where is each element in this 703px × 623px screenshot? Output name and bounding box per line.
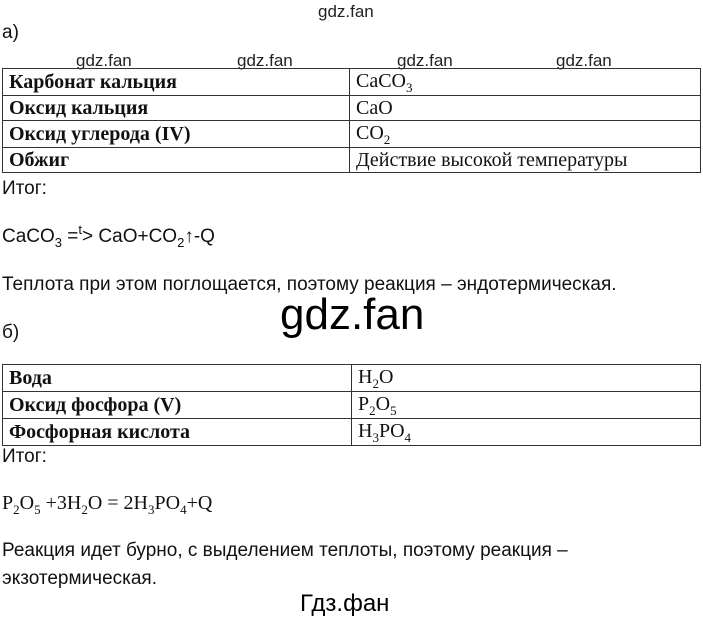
part-a-term-cell: Обжиг bbox=[3, 148, 350, 173]
part-a-row bbox=[3, 96, 701, 121]
part-b-term-cell: Фосфорная кислота bbox=[3, 419, 352, 446]
part-a-row bbox=[3, 148, 701, 173]
formula-text: +3H bbox=[40, 492, 82, 514]
watermark-row-4: gdz.fan bbox=[556, 51, 612, 70]
formula-text: Действие высокой температуры bbox=[356, 149, 628, 171]
part-b-result-label: Итог: bbox=[2, 446, 47, 467]
part-a-result-label: Итог: bbox=[2, 178, 47, 199]
formula-text: ↑-Q bbox=[184, 226, 215, 247]
subscript: 2 bbox=[13, 502, 20, 517]
part-b-term-cell: Вода bbox=[3, 365, 352, 392]
part-b-conclusion-line2: экзотермическая. bbox=[2, 568, 157, 589]
part-a-formula-cell bbox=[350, 148, 701, 173]
formula-text: = bbox=[62, 226, 79, 247]
part-a-term-cell: Оксид углерода (IV) bbox=[3, 121, 350, 148]
formula-text: PO bbox=[378, 420, 405, 442]
watermark-row-3: gdz.fan bbox=[397, 51, 453, 70]
subscript: 2 bbox=[369, 403, 376, 418]
part-a-term-cell: Карбонат кальция bbox=[3, 69, 350, 96]
part-b-row bbox=[3, 392, 701, 419]
subscript: 5 bbox=[34, 502, 41, 517]
part-b-term-cell: Оксид фосфора (V) bbox=[3, 392, 352, 419]
watermark-bottom: Гдз.фан bbox=[300, 590, 390, 617]
part-b-row bbox=[3, 419, 701, 446]
watermark-top: gdz.fan bbox=[318, 2, 374, 21]
formula-text: CaO bbox=[356, 97, 393, 119]
subscript: 4 bbox=[180, 502, 187, 517]
part-a-conclusion: Теплота при этом поглощается, поэтому реакция – эндотермическая. bbox=[2, 274, 617, 295]
formula-text: CO bbox=[356, 122, 384, 144]
formula-text: H bbox=[358, 366, 373, 388]
formula-text: P bbox=[2, 492, 14, 514]
part-b-conclusion-line1: Реакция идет бурно, с выделением теплоты, поэтому реакция – bbox=[2, 540, 568, 561]
formula-text: O bbox=[378, 366, 394, 388]
part-a-formula-cell bbox=[350, 69, 701, 96]
part-a-equation bbox=[2, 222, 215, 250]
part-a-row bbox=[3, 121, 701, 148]
part-b-label: б) bbox=[2, 322, 20, 343]
part-b-row bbox=[3, 365, 701, 392]
subscript: 3 bbox=[372, 430, 379, 445]
subscript: 3 bbox=[147, 502, 155, 517]
subscript: 2 bbox=[177, 235, 185, 250]
formula-text: O bbox=[19, 492, 35, 514]
subscript: 4 bbox=[404, 430, 412, 445]
part-a-label: а) bbox=[2, 22, 19, 43]
watermark-row-1: gdz.fan bbox=[76, 51, 132, 70]
formula-text: PO bbox=[154, 492, 181, 514]
part-b-equation bbox=[2, 492, 212, 515]
watermark-row-2: gdz.fan bbox=[237, 51, 293, 70]
superscript: t bbox=[78, 222, 83, 237]
subscript: 3 bbox=[54, 235, 63, 250]
subscript: 5 bbox=[390, 403, 397, 418]
formula-text: H bbox=[358, 420, 373, 442]
part-a-formula-cell bbox=[350, 96, 701, 121]
formula-text: CaCO bbox=[2, 226, 55, 247]
part-a-term-cell: Оксид кальция bbox=[3, 96, 350, 121]
part-b-formula-cell bbox=[352, 419, 701, 446]
formula-text: CaCO bbox=[356, 70, 406, 92]
formula-text: > CaO+CO bbox=[82, 226, 178, 247]
formula-text: P bbox=[358, 393, 370, 415]
part-a-formula-cell bbox=[350, 121, 701, 148]
formula-text: +Q bbox=[186, 492, 213, 514]
subscript: 2 bbox=[81, 502, 88, 517]
subscript: 2 bbox=[372, 376, 379, 391]
watermark-center: gdz.fan bbox=[280, 290, 425, 339]
formula-text: O bbox=[375, 393, 391, 415]
formula-text: O = 2H bbox=[87, 492, 148, 514]
part-b-table bbox=[2, 364, 701, 446]
part-b-formula-cell bbox=[352, 392, 701, 419]
part-b-formula-cell bbox=[352, 365, 701, 392]
subscript: 3 bbox=[406, 80, 413, 95]
part-a-table bbox=[2, 68, 701, 173]
subscript: 2 bbox=[383, 132, 391, 147]
part-a-row bbox=[3, 69, 701, 96]
